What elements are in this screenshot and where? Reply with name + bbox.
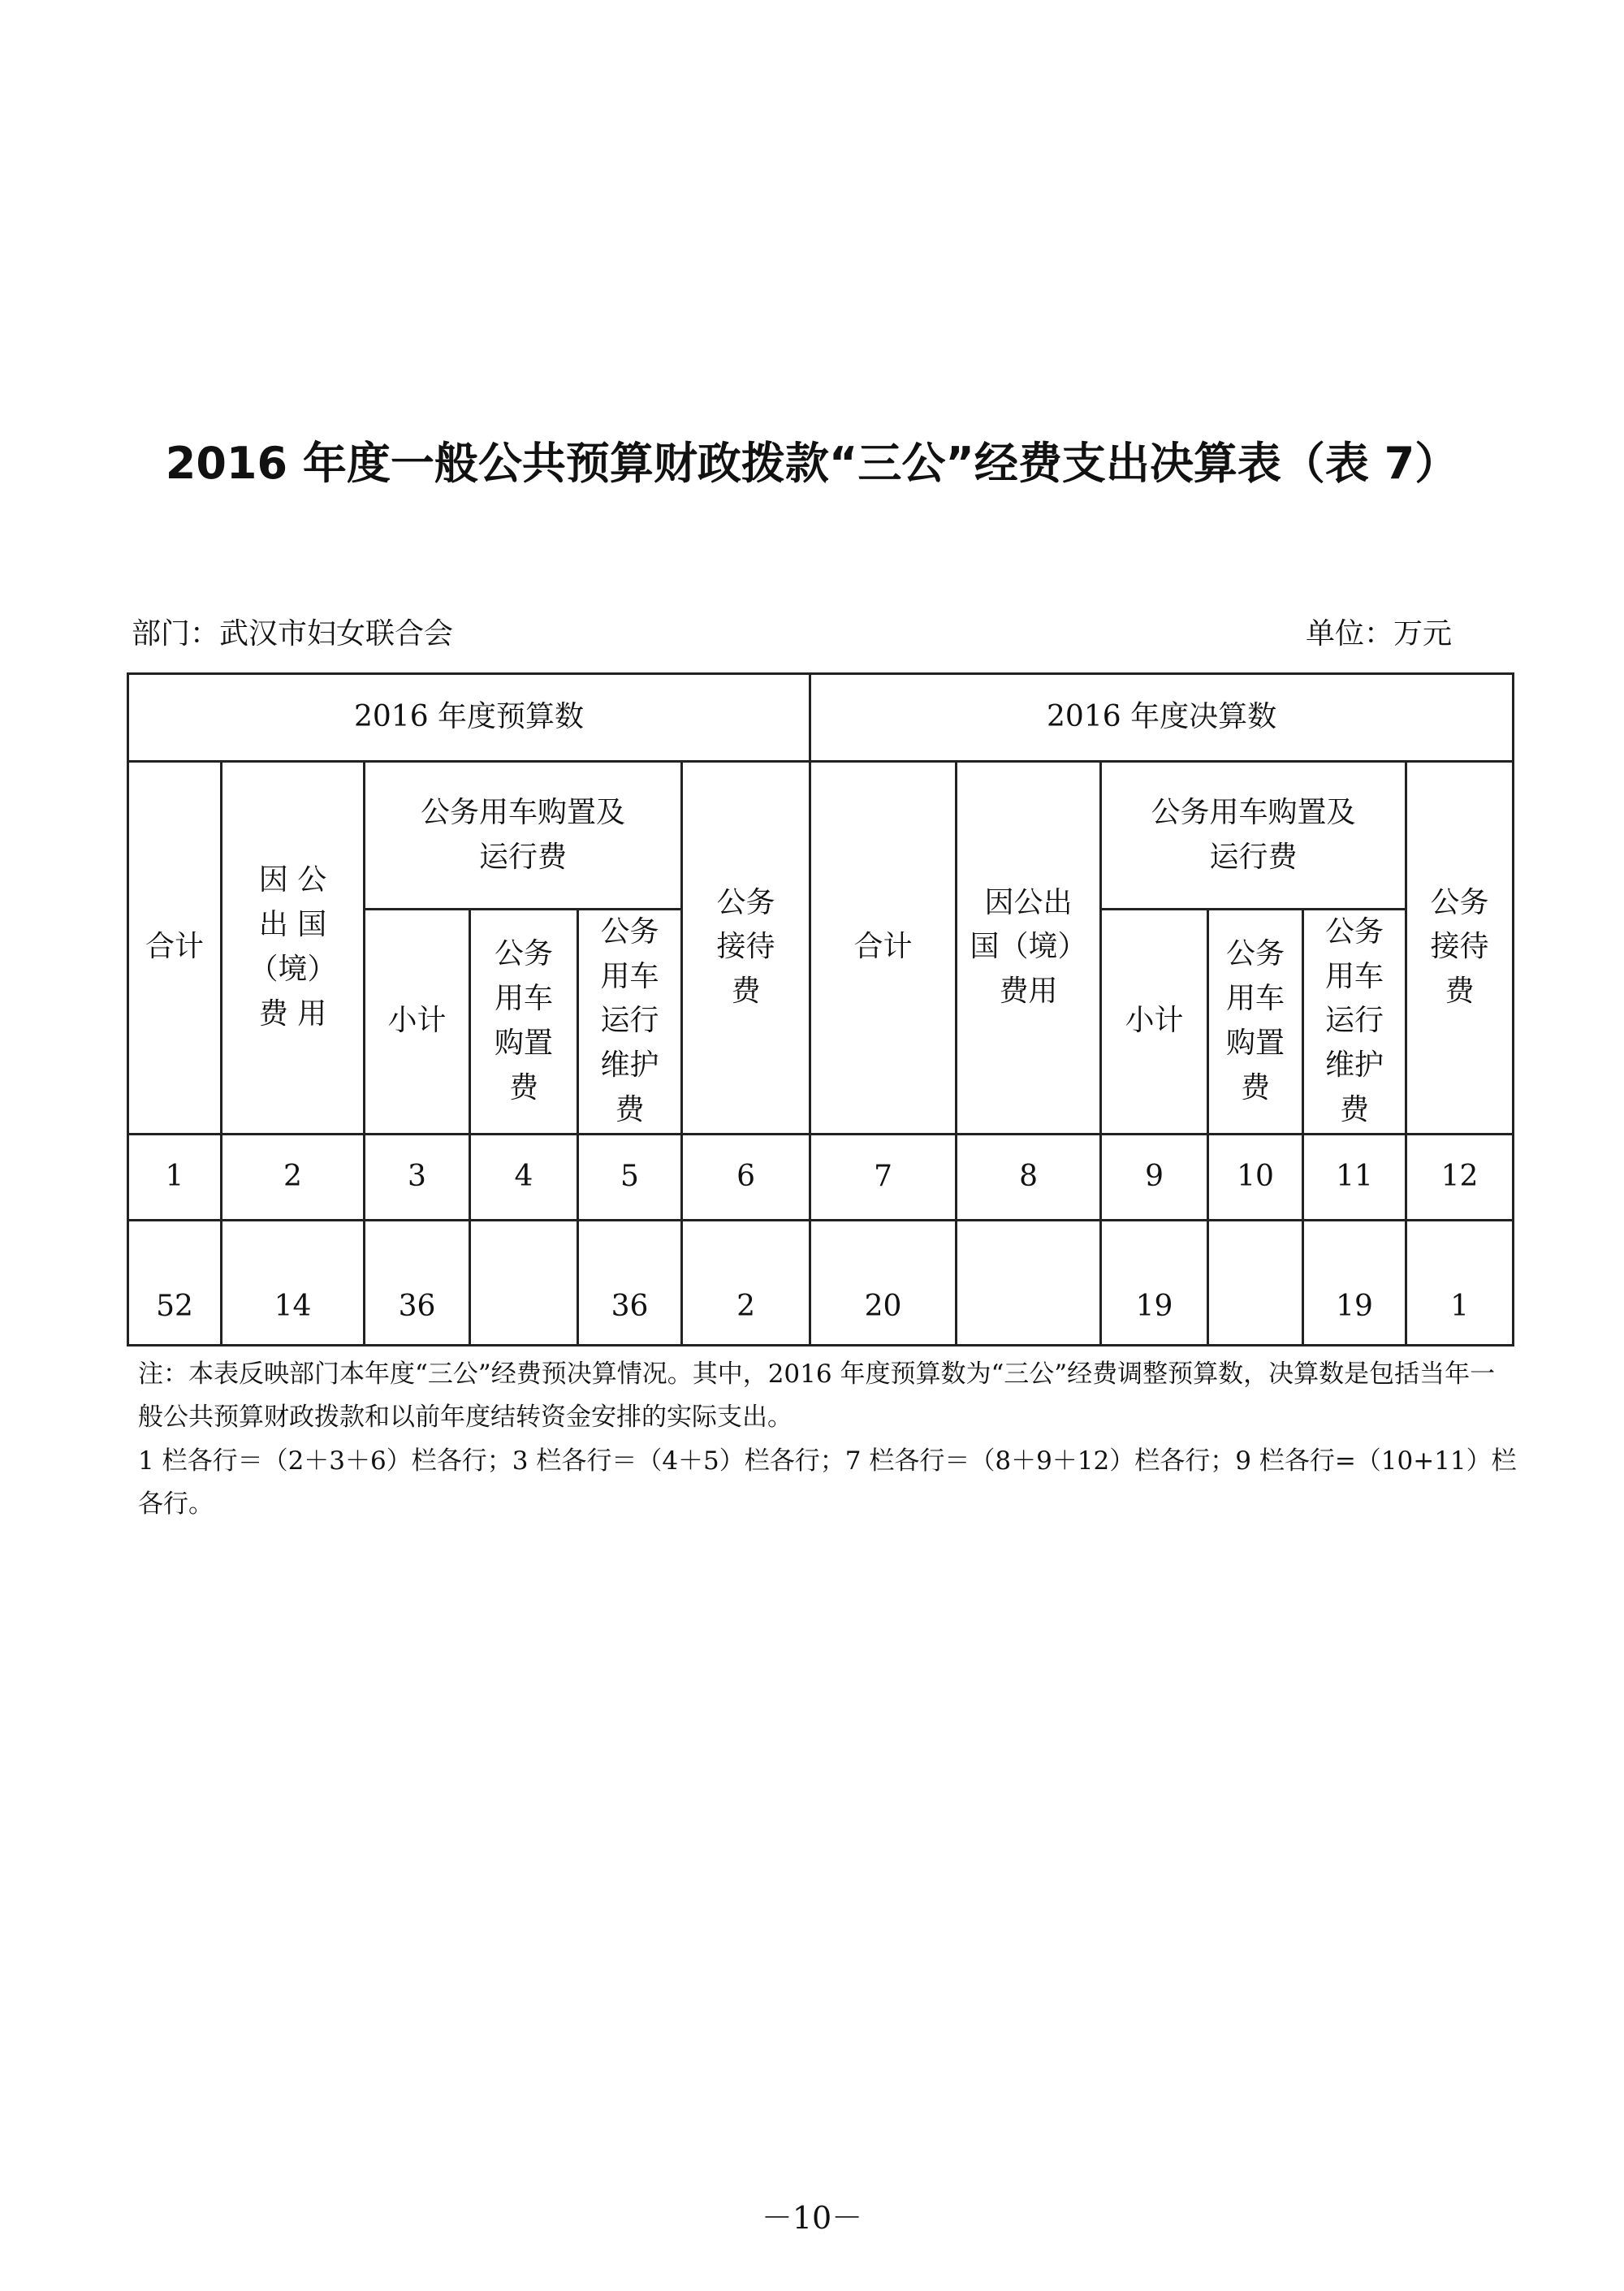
column-number: 12 [1406, 1134, 1514, 1220]
budget-abroad-header: 因 公 出 国 （境） 费 用 [222, 762, 365, 1135]
three-public-expenses-table [127, 672, 1514, 1347]
column-number: 7 [810, 1134, 957, 1220]
column-number: 9 [1101, 1134, 1208, 1220]
page-number: －10－ [761, 2200, 863, 2236]
column-number: 11 [1303, 1134, 1406, 1220]
final-group-header: 2016 年度决算数 [810, 674, 1514, 762]
value-cell: 19 [1101, 1220, 1208, 1345]
value-cell [470, 1220, 578, 1345]
budget-vehicle-operation-header: 公务 用车 运行 维护 费 [578, 910, 682, 1135]
column-number: 5 [578, 1134, 682, 1220]
value-cell: 1 [1406, 1220, 1514, 1345]
value-cell [1208, 1220, 1303, 1345]
value-cell: 52 [128, 1220, 222, 1345]
final-total-header: 合计 [810, 762, 957, 1135]
budget-total-header: 合计 [128, 762, 222, 1135]
budget-vehicle-group-header: 公务用车购置及 运行费 [365, 762, 682, 910]
value-cell: 14 [222, 1220, 365, 1345]
value-cell: 19 [1303, 1220, 1406, 1345]
final-reception-header: 公务 接待 费 [1406, 762, 1514, 1135]
column-number: 6 [682, 1134, 810, 1220]
final-vehicle-operation-header: 公务 用车 运行 维护 费 [1303, 910, 1406, 1135]
value-cell: 36 [578, 1220, 682, 1345]
column-number-row [128, 1134, 1514, 1220]
value-cell: 20 [810, 1220, 957, 1345]
budget-reception-header: 公务 接待 费 [682, 762, 810, 1135]
value-cell: 2 [682, 1220, 810, 1345]
value-row [128, 1220, 1514, 1345]
budget-group-header: 2016 年度预算数 [128, 674, 810, 762]
table-notes [138, 1353, 1518, 1526]
note-paragraph: 注：本表反映部门本年度“三公”经费预决算情况。其中，2016 年度预算数为“三公”经费调整预算数，决算数是包括当年一般公共预算财政拨款和以前年度结转资金安排的实际支出。 [138, 1359, 1496, 1433]
column-number: 3 [365, 1134, 470, 1220]
final-subtotal-header: 小计 [1101, 910, 1208, 1135]
budget-vehicle-purchase-header: 公务 用车 购置 费 [470, 910, 578, 1135]
final-vehicle-group-header: 公务用车购置及 运行费 [1101, 762, 1406, 910]
value-cell [957, 1220, 1101, 1345]
unit-label: 单位：万元 [1305, 617, 1452, 651]
column-number: 10 [1208, 1134, 1303, 1220]
column-number: 4 [470, 1134, 578, 1220]
note-paragraph: 1 栏各行＝（2＋3＋6）栏各行；3 栏各行＝（4＋5）栏各行；7 栏各行＝（8＋9＋12）栏各行；9 栏各行=（10+11）栏各行。 [138, 1446, 1517, 1519]
column-number: 8 [957, 1134, 1101, 1220]
column-number: 1 [128, 1134, 222, 1220]
column-number: 2 [222, 1134, 365, 1220]
final-abroad-header: 因公出 国（境） 费用 [957, 762, 1101, 1135]
page-title: 2016 年度一般公共预算财政拨款“三公”经费支出决算表（表 7） [165, 438, 1459, 489]
value-cell: 36 [365, 1220, 470, 1345]
department-label: 部门：武汉市妇女联合会 [132, 617, 454, 651]
budget-subtotal-header: 小计 [365, 910, 470, 1135]
final-vehicle-purchase-header: 公务 用车 购置 费 [1208, 910, 1303, 1135]
